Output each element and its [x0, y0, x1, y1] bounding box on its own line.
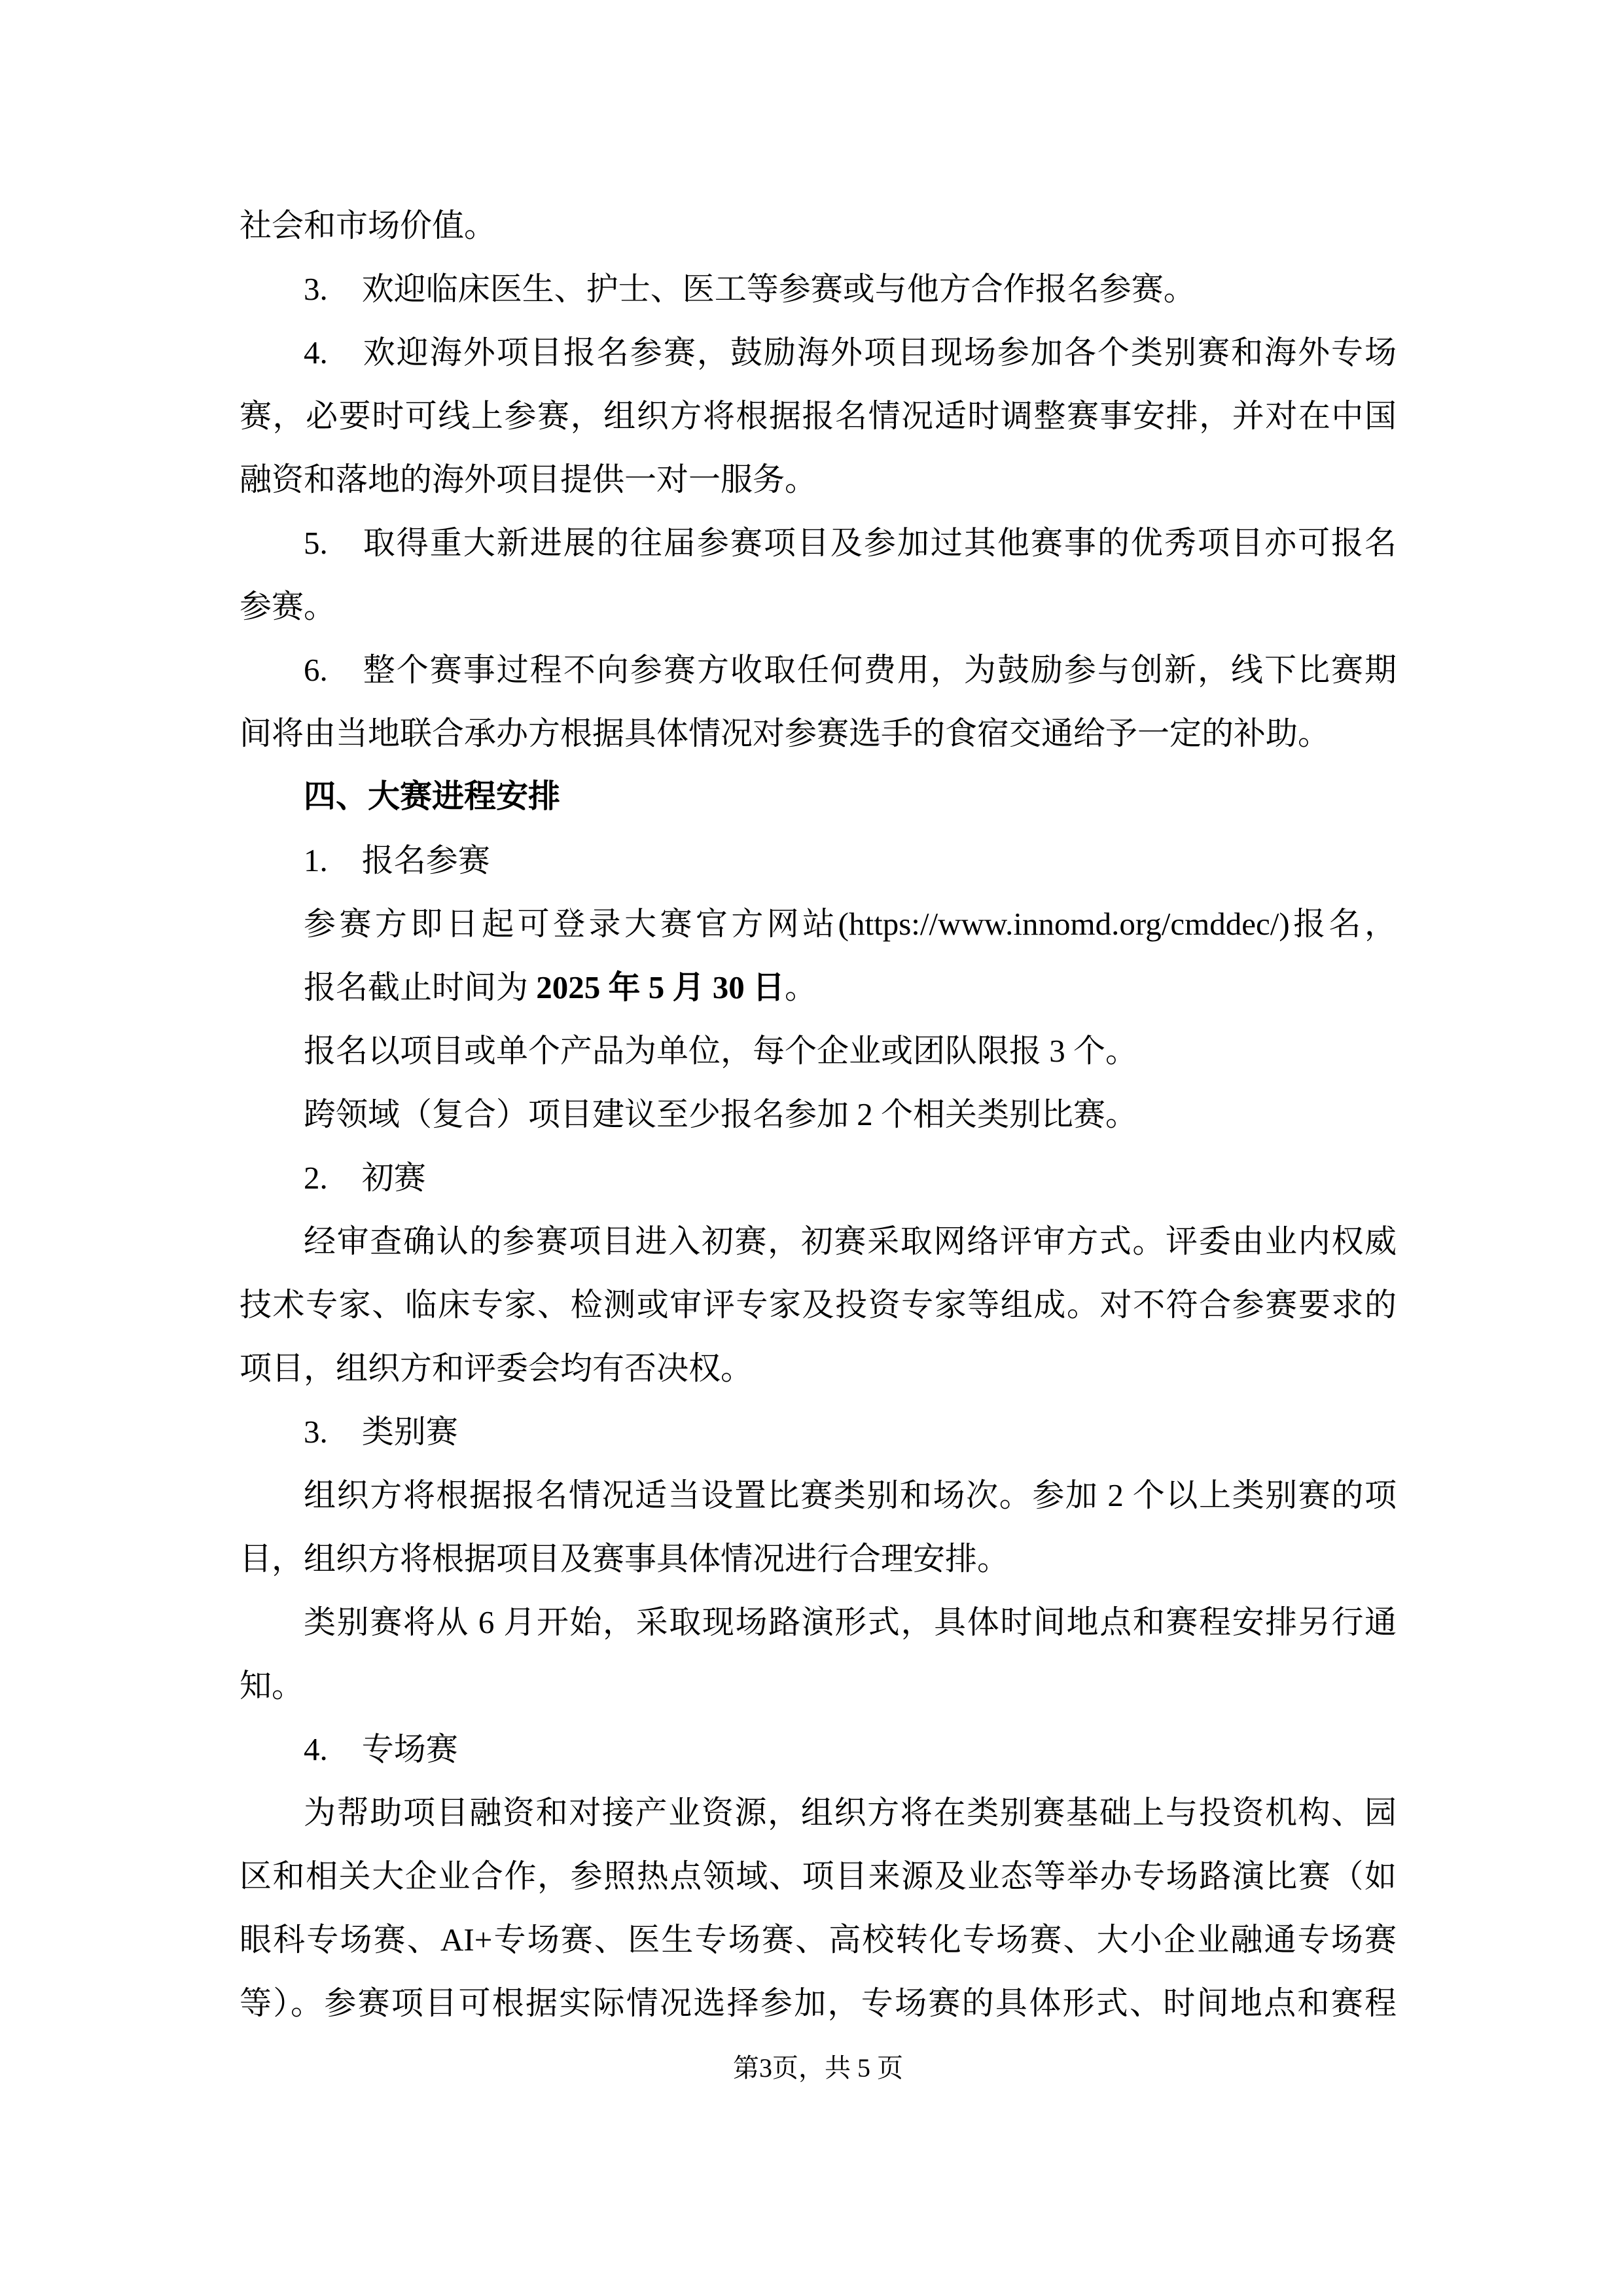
list-number: 6.	[304, 652, 328, 688]
text-run: 组织方将根据报名情况适当设置比赛类别和场次。参加 2 个以上类别赛的项	[304, 1477, 1397, 1513]
body-line	[240, 1019, 1397, 1083]
text-run: 技术专家、临床专家、检测或审评专家及投资专家等组成。对不符合参赛要求的	[240, 1287, 1397, 1323]
text-run: 经审查确认的参赛项目进入初赛，初赛采取网络评审方式。评委由业内权威	[304, 1223, 1397, 1259]
text-run: 四、大赛进程安排	[304, 779, 561, 814]
text-run: 跨领域（复合）项目建议至少报名参加 2 个相关类别比赛。	[304, 1096, 1138, 1132]
text-run: 欢迎海外项目报名参赛，鼓励海外项目现场参加各个类别赛和海外专场	[361, 334, 1397, 370]
section-heading	[240, 765, 1397, 829]
body-line	[240, 1654, 1397, 1717]
body-line	[240, 575, 1397, 638]
text-run: 等）。参赛项目可根据实际情况选择参加，专场赛的具体形式、时间地点和赛程	[240, 1985, 1397, 2021]
text-run: 欢迎临床医生、护士、医工等参赛或与他方合作报名参赛。	[361, 271, 1196, 307]
body-line	[240, 1844, 1397, 1908]
body-line	[240, 1083, 1397, 1146]
body-line	[240, 1463, 1397, 1527]
list-item-line	[240, 1400, 1397, 1463]
list-number: 3.	[304, 271, 328, 307]
body-line	[240, 1590, 1397, 1654]
list-number: 5.	[304, 525, 328, 561]
body-line	[240, 384, 1397, 448]
text-run: 社会和市场价值。	[240, 207, 497, 243]
list-item-line	[240, 829, 1397, 892]
body-line	[240, 1971, 1397, 2035]
body-line	[240, 1336, 1397, 1400]
body-line	[240, 194, 1397, 257]
list-item-line	[240, 1146, 1397, 1210]
page-number: 第3页，共 5 页	[733, 2053, 903, 2083]
text-run: 报名参赛	[361, 842, 490, 878]
text-run: 目，组织方将根据项目及赛事具体情况进行合理安排。	[240, 1541, 1010, 1577]
list-item-line	[240, 257, 1397, 321]
text-run: 融资和落地的海外项目提供一对一服务。	[240, 461, 817, 497]
body-line	[240, 1210, 1397, 1273]
text-run: 报名以项目或单个产品为单位，每个企业或团队限报 3 个。	[304, 1033, 1138, 1069]
text-run: 参赛。	[240, 588, 336, 624]
list-number: 1.	[304, 842, 328, 878]
text-column	[240, 194, 1397, 2035]
text-run: 知。	[240, 1668, 304, 1704]
body-line	[240, 1273, 1397, 1336]
body-line	[240, 892, 1397, 956]
text-run: 赛，必要时可线上参赛，组织方将根据报名情况适时调整赛事安排，并对在中国	[240, 398, 1397, 434]
text-run: 眼科专场赛、AI+专场赛、医生专场赛、高校转化专场赛、大小企业融通专场赛	[240, 1922, 1397, 1958]
text-run: 参赛方即日起可登录大赛官方网站(https://www.innomd.org/cmddec/)报名，	[304, 906, 1397, 942]
text-run: 类别赛将从 6 月开始，采取现场路演形式，具体时间地点和赛程安排另行通	[304, 1604, 1397, 1640]
body-line	[240, 1527, 1397, 1590]
body-line	[240, 702, 1397, 765]
body-line	[240, 1781, 1397, 1844]
body-line	[240, 1908, 1397, 1971]
text-run: 类别赛	[361, 1414, 458, 1450]
bold-text: 2025 年 5 月 30 日	[536, 969, 785, 1005]
text-run: 初赛	[361, 1160, 426, 1196]
text-run: 报名截止时间为	[304, 969, 537, 1005]
page-footer	[240, 2041, 1397, 2096]
text-run: 取得重大新进展的往届参赛项目及参加过其他赛事的优秀项目亦可报名	[361, 525, 1397, 561]
text-run: 专场赛	[361, 1731, 458, 1767]
list-item-line	[240, 638, 1397, 702]
text-run: 项目，组织方和评委会均有否决权。	[240, 1350, 753, 1386]
list-item-line	[240, 511, 1397, 575]
text-run: 间将由当地联合承办方根据具体情况对参赛选手的食宿交通给予一定的补助。	[240, 715, 1330, 751]
text-run: 为帮助项目融资和对接产业资源，组织方将在类别赛基础上与投资机构、园	[304, 1795, 1397, 1831]
body-line	[240, 956, 1397, 1019]
list-number: 3.	[304, 1414, 328, 1450]
list-item-line	[240, 321, 1397, 384]
text-run: 。	[785, 969, 817, 1005]
list-number: 2.	[304, 1160, 328, 1196]
list-number: 4.	[304, 1731, 328, 1767]
text-run: 整个赛事过程不向参赛方收取任何费用，为鼓励参与创新，线下比赛期	[361, 652, 1397, 688]
list-item-line	[240, 1717, 1397, 1781]
list-number: 4.	[304, 334, 328, 370]
body-line	[240, 448, 1397, 511]
text-run: 区和相关大企业合作，参照热点领域、项目来源及业态等举办专场路演比赛（如	[240, 1858, 1397, 1894]
